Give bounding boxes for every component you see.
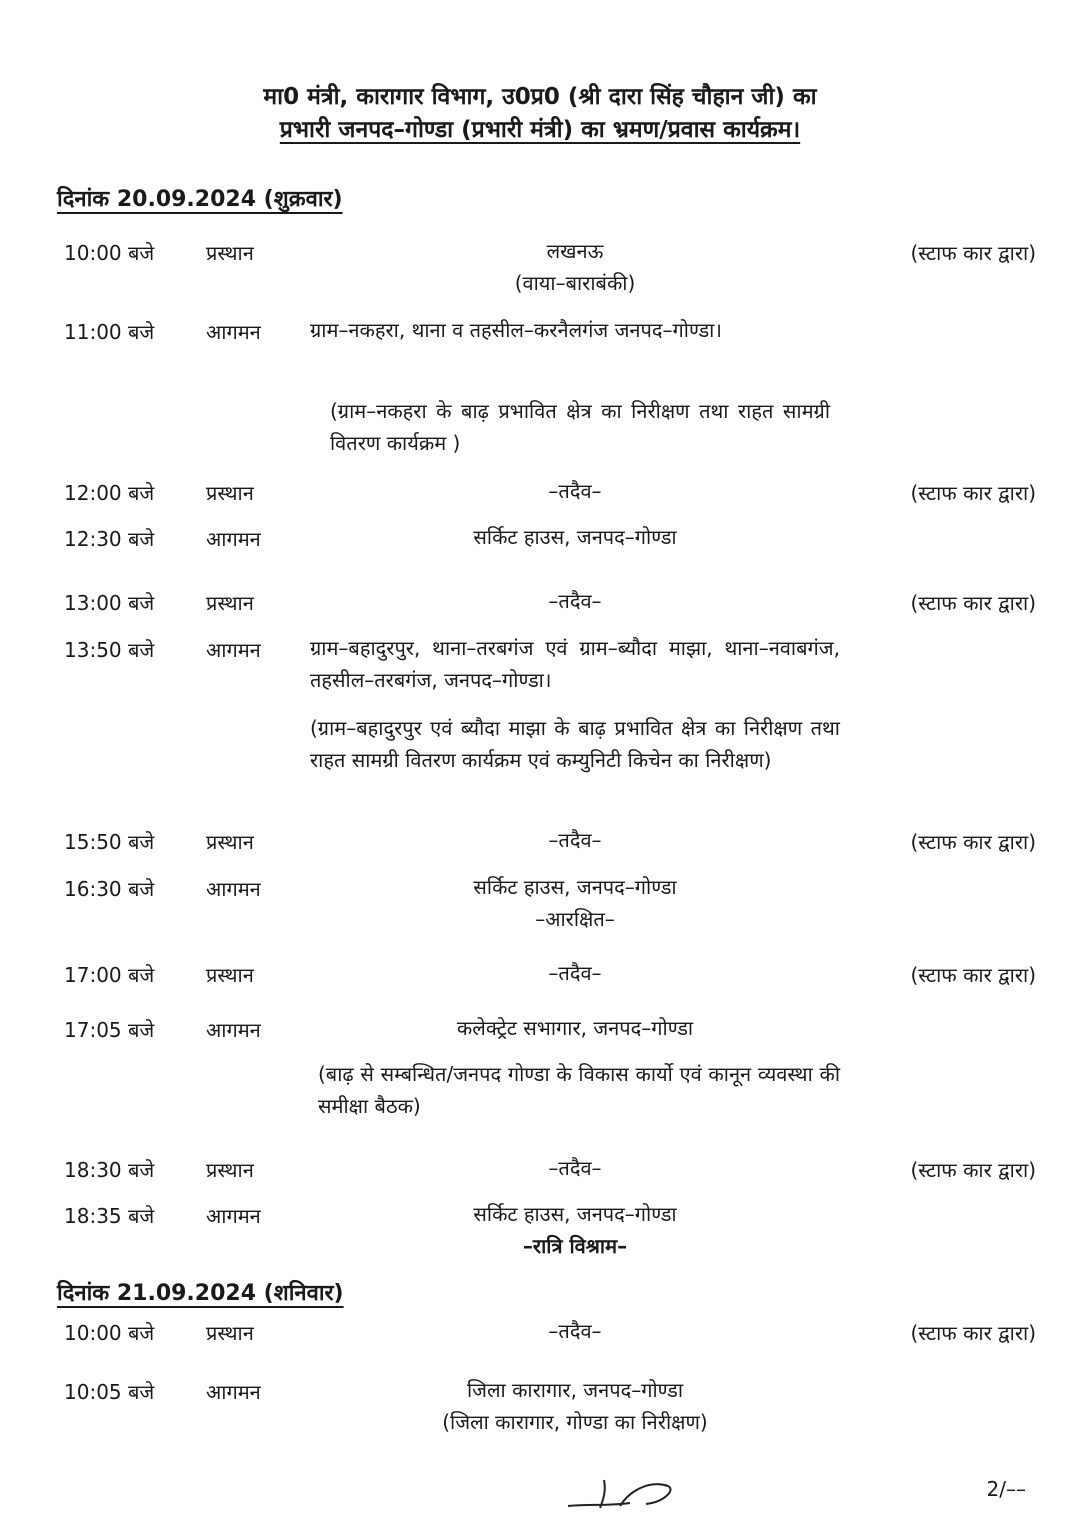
place-cell: सर्किट हाउस, जनपद–गोण्डा (473, 1202, 677, 1226)
document-title-line-1: मा0 मंत्री, कारागार विभाग, उ0प्र0 (श्री दारा सिंह चौहान जी) का (263, 84, 817, 110)
place-cell: लखनऊ (546, 239, 604, 263)
place-note: (जिला कारागार, गोण्डा का निरीक्षण) (442, 1410, 708, 1434)
place-cell: कलेक्ट्रेट सभागार, जनपद–गोण्डा (456, 1016, 694, 1040)
time-cell: 12:30 बजे (64, 527, 155, 551)
time-cell: 15:50 बजे (64, 830, 155, 854)
time-cell: 11:00 बजे (64, 320, 155, 344)
page-number: 2/–– (986, 1477, 1026, 1501)
place-cell: –तदैव– (548, 589, 602, 613)
signature-mark (560, 1470, 690, 1514)
time-cell: 10:00 बजे (64, 1321, 155, 1345)
time-cell: 18:30 बजे (64, 1158, 155, 1182)
mode-cell: (स्टाफ कार द्वारा) (910, 963, 1036, 987)
mode-cell: (स्टाफ कार द्वारा) (910, 1158, 1036, 1182)
place-cell: –तदैव– (548, 1319, 602, 1343)
action-cell: आगमन (206, 1018, 261, 1042)
time-cell: 13:50 बजे (64, 638, 155, 662)
place-cell: सर्किट हाउस, जनपद–गोण्डा (473, 525, 677, 549)
action-cell: आगमन (206, 320, 261, 344)
place-note: (ग्राम–बहादुरपुर एवं ब्यौदा माझा के बाढ़ प्रभावित क्षेत्र का निरीक्षण तथा राहत सामग्री वितरण कार्यक्रम एवं कम्युनिटी किचेन का निरीक्षण) (310, 716, 840, 772)
action-cell: प्रस्थान (206, 1321, 254, 1345)
place-note: –रात्रि विश्राम– (522, 1234, 628, 1258)
action-cell: आगमन (206, 527, 261, 551)
time-cell: 12:00 बजे (64, 481, 155, 505)
action-cell: प्रस्थान (206, 830, 254, 854)
mode-cell: (स्टाफ कार द्वारा) (910, 481, 1036, 505)
action-cell: आगमन (206, 1204, 261, 1228)
mode-cell: (स्टाफ कार द्वारा) (910, 830, 1036, 854)
action-cell: आगमन (206, 1380, 261, 1404)
time-cell: 17:00 बजे (64, 963, 155, 987)
action-cell: प्रस्थान (206, 591, 254, 615)
place-note: (ग्राम–नकहरा के बाढ़ प्रभावित क्षेत्र का निरीक्षण तथा राहत सामग्री वितरण कार्यक्रम ) (330, 399, 830, 455)
action-cell: प्रस्थान (206, 241, 254, 265)
place-cell: ग्राम–बहादुरपुर, थाना–तरबगंज एवं ग्राम–ब्यौदा माझा, थाना–नवाबगंज, तहसील–तरबगंज, जनपद–गोण्डा। (310, 636, 840, 692)
place-note: (वाया–बाराबंकी) (514, 271, 636, 295)
time-cell: 16:30 बजे (64, 877, 155, 901)
action-cell: आगमन (206, 638, 261, 662)
time-cell: 13:00 बजे (64, 591, 155, 615)
time-cell: 18:35 बजे (64, 1204, 155, 1228)
place-cell: –तदैव– (548, 479, 602, 503)
time-cell: 17:05 बजे (64, 1018, 155, 1042)
place-cell: –तदैव– (548, 1156, 602, 1180)
place-cell: सर्किट हाउस, जनपद–गोण्डा (473, 875, 677, 899)
place-cell: –तदैव– (548, 828, 602, 852)
time-cell: 10:05 बजे (64, 1380, 155, 1404)
time-cell: 10:00 बजे (64, 241, 155, 265)
mode-cell: (स्टाफ कार द्वारा) (910, 591, 1036, 615)
document-title-line-2: प्रभारी जनपद–गोण्डा (प्रभारी मंत्री) का भ्रमण/प्रवास कार्यक्रम। (279, 117, 801, 143)
place-note: (बाढ़ से सम्बन्धित/जनपद गोण्डा के विकास कार्यो एवं कानून व्यवस्था की समीक्षा बैठक) (318, 1062, 840, 1118)
date-heading-day-2: दिनांक 21.09.2024 (शनिवार) (57, 1281, 344, 1306)
date-heading-day-1: दिनांक 20.09.2024 (शुक्रवार) (57, 187, 343, 212)
place-cell: जिला कारागार, जनपद–गोण्डा (466, 1378, 684, 1402)
place-cell: ग्राम–नकहरा, थाना व तहसील–करनैलगंज जनपद–गोण्डा। (310, 318, 722, 342)
action-cell: प्रस्थान (206, 963, 254, 987)
mode-cell: (स्टाफ कार द्वारा) (910, 241, 1036, 265)
action-cell: प्रस्थान (206, 1158, 254, 1182)
place-cell: –तदैव– (548, 961, 602, 985)
place-note: –आरक्षित– (535, 907, 615, 931)
mode-cell: (स्टाफ कार द्वारा) (910, 1321, 1036, 1345)
action-cell: प्रस्थान (206, 481, 254, 505)
action-cell: आगमन (206, 877, 261, 901)
